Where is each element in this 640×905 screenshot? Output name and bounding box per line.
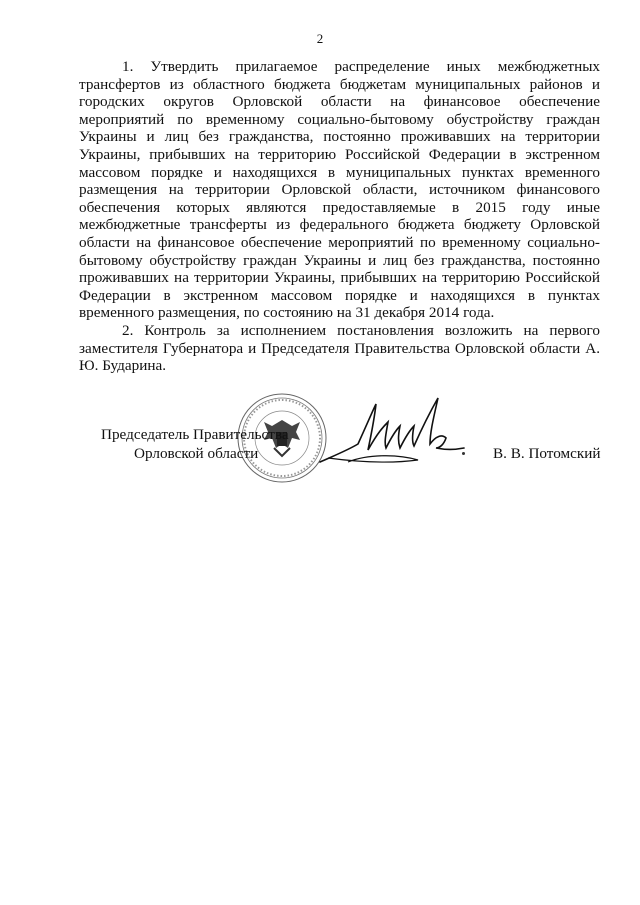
handwritten-signature-icon — [318, 392, 468, 472]
signatory-title-line2: Орловской области — [134, 445, 259, 462]
paragraph-2: 2. Контроль за исполнением постановления возложить на первого заместителя Губернатора и Председателя Правительства Орловской области А. Ю. Бударина. — [79, 321, 600, 375]
signatory-title-line1: Председатель Правительства — [101, 426, 289, 443]
signature-dot — [462, 452, 465, 455]
signatory-name: В. В. Потомский — [493, 445, 601, 462]
paragraph-1: 1. Утвердить прилагаемое распределение иных межбюджетных трансфертов из областного бюджета бюджетам муниципальных районов и городских округов Орловской области на финансовое обеспечение мероприятий по временному социально-бытовому обустройству граждан Украины и лиц без гражданства, постоянно проживавших на территории Украины, прибывших на территорию Российской Федерации в экстренном массовом порядке и находящихся в муниципальных пунктах временного размещения на территории Орловской области, источником финансового обеспечения которых являются предоставляемые в 2015 году иные межбюджетные трансферты из федерального бюджета бюджету Орловской области на финансовое обеспечение мероприятий по временному социально-бытовому обустройству граждан Украины и лиц без гражданства, постоянно проживавших на территории Украины, прибывших на территорию Российской Федерации в экстренном массовом порядке и находящихся в пунктах временного размещения, по состоянию на 31 декабря 2014 года. — [79, 58, 600, 322]
page-number: 2 — [316, 31, 324, 46]
